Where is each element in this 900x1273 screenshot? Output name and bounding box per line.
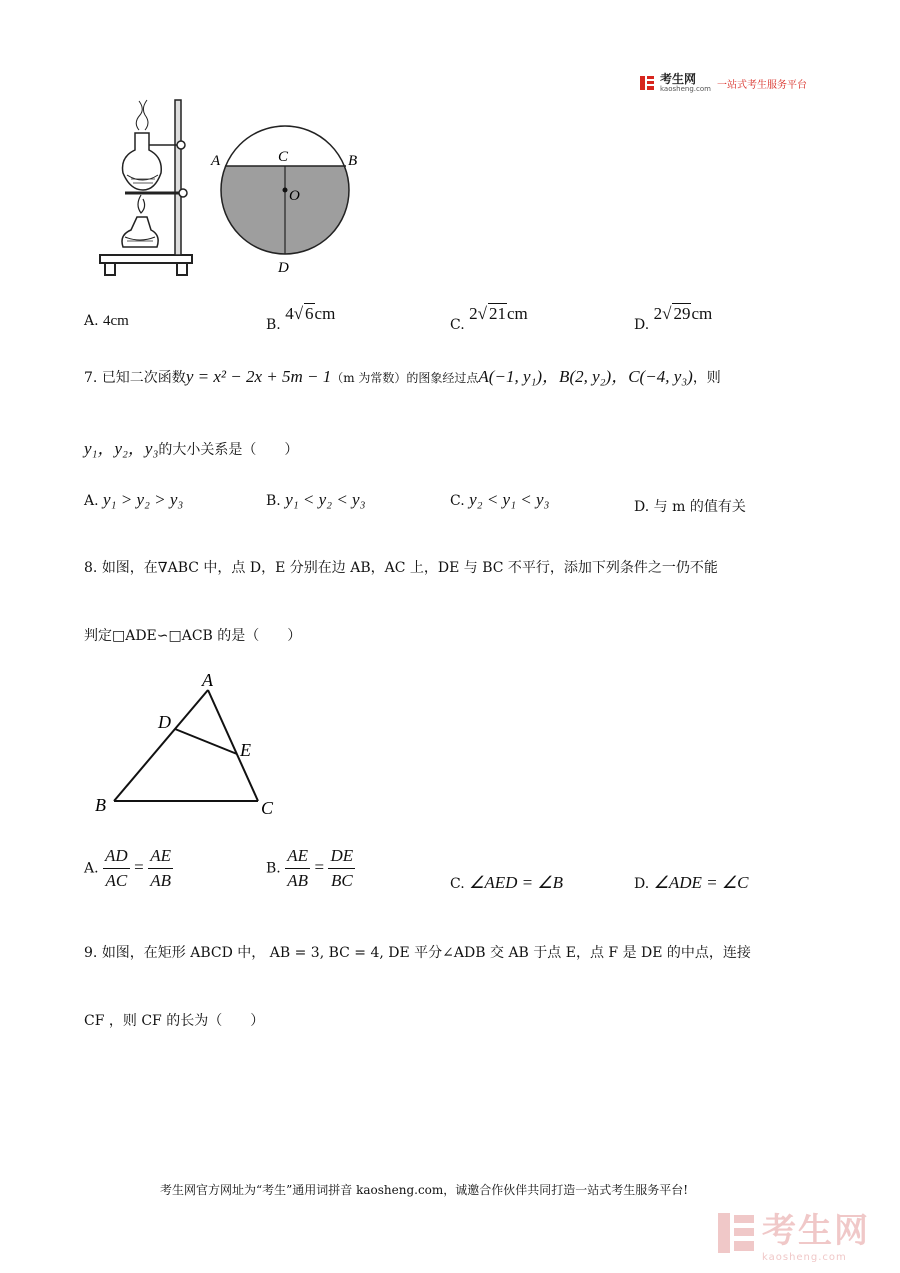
q7-line1: 7. 已知二次函数y = x² − 2x + 5m − 1（m 为常数）的图象经过点A(−1, y₁)，B(2, y₂)，C(−4, y₃)，则 bbox=[84, 367, 721, 386]
circle-label-O: O bbox=[289, 188, 300, 204]
q8-a-frac2: $\frac{AE}{AB}$ bbox=[150, 846, 171, 890]
q9-line2: CF ，则 CF 的长为（ ） bbox=[84, 1013, 265, 1029]
triangle-label-D: D bbox=[158, 712, 171, 732]
brand-logo-icon bbox=[640, 76, 654, 90]
q8-b-frac1: $\frac{AE}{AB}$ bbox=[287, 846, 308, 890]
q8-line1: 8. 如图，在∇ABC 中，点 D，E 分别在边 AB，AC 上，DE 与 BC 不平行，添加下列条件之一仍不能 bbox=[84, 560, 718, 576]
q8-option-c: C. ∠AED = ∠B bbox=[450, 873, 564, 892]
q8-line2: 判定□ADE∽□ACB 的是（ ） bbox=[84, 628, 302, 644]
watermark-name: 考生网 bbox=[762, 1211, 870, 1251]
q9-line1: 9. 如图，在矩形 ABCD 中， AB = 3, BC = 4, DE 平分∠ADB 交 AB 于点 E，点 F 是 DE 的中点，连接 bbox=[84, 945, 751, 961]
q6-option-a: A. 4cm bbox=[84, 313, 129, 329]
footer-text: 考生网官方网址为“考生”通用词拼音 kaosheng.com，诚邀合作伙伴共同打造一站式考生服务平台! bbox=[160, 1183, 689, 1197]
q7-option-d: D. 与 m 的值有关 bbox=[634, 499, 746, 515]
q8-option-b: B. $\frac{AE}{AB}$ = $\frac{DE}{BC}$ bbox=[266, 846, 354, 890]
circle-label-D: D bbox=[278, 260, 289, 276]
q6-option-b: B. 4√ 6cm bbox=[266, 304, 336, 333]
circle-figure bbox=[205, 98, 370, 278]
triangle-figure bbox=[90, 668, 290, 820]
circle-label-C: C bbox=[278, 149, 289, 165]
triangle-label-A: A bbox=[202, 670, 213, 690]
watermark-logo-icon bbox=[718, 1213, 754, 1253]
watermark-sub: kaosheng.com bbox=[762, 1252, 847, 1263]
q6-option-d: D. 2√ 29cm bbox=[634, 304, 713, 333]
q8-b-frac2: $\frac{DE}{BC}$ bbox=[330, 846, 354, 890]
triangle-label-C: C bbox=[261, 798, 274, 818]
q7-option-a: A. y₁ > y₂ > y₃ bbox=[84, 490, 184, 509]
q8-option-a: A. $\frac{AD}{AC}$ = $\frac{AE}{AB}$ bbox=[84, 846, 171, 890]
q7-option-b: B. y₁ < y₂ < y₃ bbox=[266, 490, 366, 509]
brand-name: 考生网 bbox=[660, 72, 697, 86]
lab-apparatus-figure bbox=[95, 95, 205, 280]
q6-option-c: C. 2√ 21cm bbox=[450, 304, 528, 333]
q7-line2: y₁，y₂，y₃的大小关系是（ ） bbox=[84, 439, 299, 458]
circle-label-B: B bbox=[348, 153, 358, 169]
header-logo bbox=[640, 73, 807, 93]
triangle-label-E: E bbox=[240, 740, 251, 760]
brand-domain: kaosheng.com bbox=[660, 85, 711, 93]
circle-label-A: A bbox=[211, 153, 221, 169]
watermark bbox=[718, 1203, 870, 1263]
q8-a-frac1: $\frac{AD}{AC}$ bbox=[105, 846, 128, 890]
triangle-label-B: B bbox=[95, 795, 106, 815]
q8-option-d: D. ∠ADE = ∠C bbox=[634, 873, 749, 892]
q7-option-c: C. y₂ < y₁ < y₃ bbox=[450, 490, 550, 509]
brand-slogan: 一站式考生服务平台 bbox=[716, 79, 807, 91]
